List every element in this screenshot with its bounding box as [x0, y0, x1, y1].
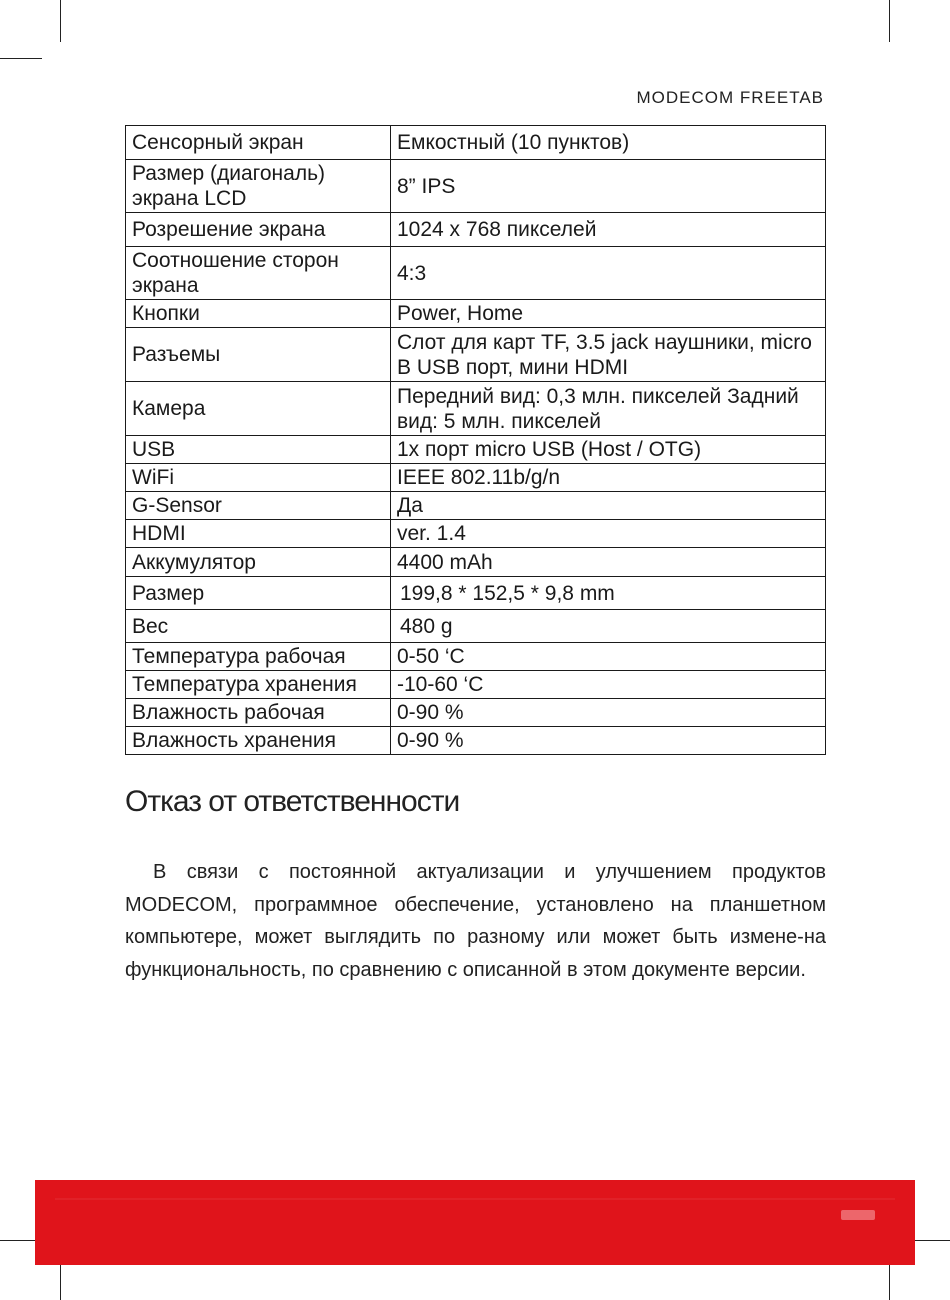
spec-key: Размер (диагональ) экрана LCD — [126, 160, 391, 213]
table-row — [126, 160, 826, 213]
table-row — [126, 548, 826, 577]
spec-key: Розрешение экрана — [126, 213, 391, 247]
spec-key: Сенсорный экран — [126, 126, 391, 160]
crop-mark-top-left-h — [0, 58, 42, 59]
spec-value: IEEE 802.11b/g/n — [391, 464, 826, 492]
spec-key: Температура хранения — [126, 671, 391, 699]
table-row — [126, 300, 826, 328]
crop-mark-top-right-v — [889, 0, 890, 42]
spec-value: ver. 1.4 — [391, 520, 826, 548]
spec-value: -10-60 ‘C — [391, 671, 826, 699]
spec-value: Слот для карт TF, 3.5 jack наушники, micro B USB порт, мини HDMI — [391, 328, 826, 382]
spec-key: Соотношение сторон экрана — [126, 247, 391, 300]
spec-value: 8” IPS — [391, 160, 826, 213]
spec-key: Влажность рабочая — [126, 699, 391, 727]
spec-value: Power, Home — [391, 300, 826, 328]
section-title: Отказ от ответственности — [125, 785, 460, 818]
spec-key: Аккумулятор — [126, 548, 391, 577]
table-row — [126, 213, 826, 247]
table-row — [126, 464, 826, 492]
table-row — [126, 643, 826, 671]
table-row — [126, 382, 826, 436]
page-number-mark — [841, 1210, 875, 1220]
spec-value: 0-90 % — [391, 727, 826, 755]
spec-value: 480 g — [391, 610, 826, 643]
table-row — [126, 727, 826, 755]
table-row — [126, 436, 826, 464]
spec-value: 1024 x 768 пикселей — [391, 213, 826, 247]
spec-value: Да — [391, 492, 826, 520]
spec-value: Емкостный (10 пунктов) — [391, 126, 826, 160]
spec-value: 0-50 ‘C — [391, 643, 826, 671]
spec-key: USB — [126, 436, 391, 464]
table-row — [126, 699, 826, 727]
footer-band — [35, 1180, 915, 1265]
table-row — [126, 328, 826, 382]
spec-key: HDMI — [126, 520, 391, 548]
header-brand: MODECOM FREETAB — [636, 88, 824, 107]
specs-table — [125, 125, 826, 755]
spec-key: WiFi — [126, 464, 391, 492]
spec-value: 199,8 * 152,5 * 9,8 mm — [391, 577, 826, 610]
spec-key: Кнопки — [126, 300, 391, 328]
table-row — [126, 492, 826, 520]
table-row — [126, 126, 826, 160]
spec-key: Камера — [126, 382, 391, 436]
table-row — [126, 577, 826, 610]
footer-band-highlight — [55, 1198, 895, 1200]
spec-key: Размер — [126, 577, 391, 610]
table-row — [126, 247, 826, 300]
spec-value: 4:3 — [391, 247, 826, 300]
table-row — [126, 671, 826, 699]
crop-mark-top-left-v — [60, 0, 61, 42]
spec-key: Вес — [126, 610, 391, 643]
spec-key: Температура рабочая — [126, 643, 391, 671]
spec-value: Передний вид: 0,3 млн. пикселей Задний вид: 5 млн. пикселей — [391, 382, 826, 436]
spec-value: 1x порт micro USB (Host / OTG) — [391, 436, 826, 464]
spec-key: G-Sensor — [126, 492, 391, 520]
spec-key: Влажность хранения — [126, 727, 391, 755]
disclaimer-paragraph: В связи с постоянной актуализации и улучшением продуктов MODECOM, программное обеспечение, установлено на планшетном компьютере, может выглядить по разному или может быть измене-на функциональность, по сравнению с описанной в этом документе версии. — [125, 861, 826, 981]
table-row — [126, 610, 826, 643]
table-row — [126, 520, 826, 548]
spec-key: Разъемы — [126, 328, 391, 382]
spec-value: 0-90 % — [391, 699, 826, 727]
spec-value: 4400 mAh — [391, 548, 826, 577]
